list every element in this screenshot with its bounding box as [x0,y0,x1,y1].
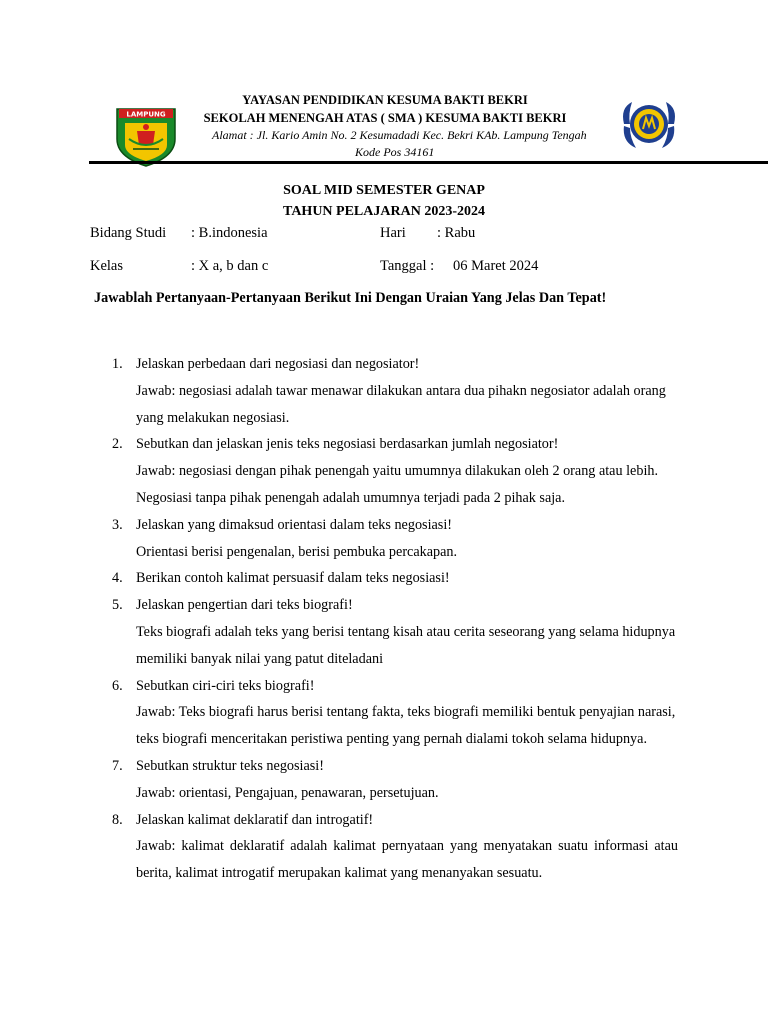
school-address: Alamat : Jl. Kario Amin No. 2 Kesumadadi Kec. Bekri KAb. Lampung Tengah [212,128,587,142]
school-name: SEKOLAH MENENGAH ATAS ( SMA ) KESUMA BAKTI BEKRI [203,111,567,125]
question-text: Jelaskan kalimat deklaratif dan introgatif! [136,811,374,828]
question-text: Sebutkan dan jelaskan jenis teks negosiasi berdasarkan jumlah negosiator! [136,436,559,453]
answer-text: Jawab: negosiasi adalah tawar menawar dilakukan antara dua pihakn negosiator adalah orang yang melakukan negosiasi. [136,382,666,426]
exam-year: TAHUN PELAJARAN 2023-2024 [283,204,485,219]
question-text: Jelaskan pengertian dari teks biografi! [136,597,353,614]
answer-text: Orientasi berisi pengenalan, berisi pembuka percakapan. [136,543,458,560]
question-number: 7. [112,757,123,774]
answer-text: Jawab: orientasi, Pengajuan, penawaran, persetujuan. [136,784,439,801]
question-number: 6. [112,677,123,694]
answer-text: Jawab: negosiasi dengan pihak penengah yaitu umumnya dilakukan oleh 2 orang atau lebih. Negosiasi tanpa pihak penengah adalah umumnya terjadi pada 2 pihak saja. [136,463,659,506]
exam-title: SOAL MID SEMESTER GENAP [283,183,485,198]
question-list [112,351,678,887]
question-item [112,592,678,672]
day-value: : Rabu [437,225,476,241]
foundation-name: YAYASAN PENDIDIKAN KESUMA BAKTI BEKRI [242,93,528,107]
class-value: : X a, b dan c [191,258,269,274]
day-label: Hari [380,225,406,241]
date-value: 06 Maret 2024 [453,258,539,274]
question-number: 3. [112,516,123,533]
question-item [112,512,678,566]
question-item [112,431,678,511]
instruction-text: Jawablah Pertanyaan-Pertanyaan Berikut Ini Dengan Uraian Yang Jelas Dan Tepat! [94,290,607,306]
question-number: 1. [112,356,123,372]
question-item [112,351,678,431]
subject-value: : B.indonesia [191,225,268,241]
question-text: Sebutkan struktur teks negosiasi! [136,757,324,774]
question-text: Sebutkan ciri-ciri teks biografi! [136,677,315,694]
question-text: Berikan contoh kalimat persuasif dalam teks negosiasi! [136,570,450,587]
school-emblem-logo [618,96,680,152]
lampung-logo-text: LAMPUNG [126,110,166,119]
answer-text: Teks biografi adalah teks yang berisi tentang kisah atau cerita seseorang yang selama hidupnya memiliki banyak nilai yang patut diteladani [136,623,676,667]
question-item [112,807,678,887]
answer-text: Jawab: kalimat deklaratif adalah kalimat pernyataan yang menyatakan suatu informasi atau berita, kalimat introgatif merupakan kalimat yang menanyakan sesuatu. [136,838,678,882]
question-text: Jelaskan perbedaan dari negosiasi dan negosiator! [136,356,420,372]
answer-text: Jawab: Teks biografi harus berisi tentang fakta, teks biografi memiliki bentuk penyajian narasi, teks biografi menceritakan peristiwa penting yang pernah dialami tokoh selama hidupnya. [136,704,676,748]
question-number: 5. [112,597,123,614]
date-label: Tanggal : [380,258,435,274]
question-number: 2. [112,436,123,453]
question-item [112,565,678,592]
question-text: Jelaskan yang dimaksud orientasi dalam teks negosiasi! [136,516,452,533]
question-item [112,753,678,807]
school-postcode: Kode Pos 34161 [355,145,435,159]
subject-label: Bidang Studi [90,225,167,241]
class-label: Kelas [90,258,124,274]
question-number: 8. [112,811,123,828]
question-number: 4. [112,570,123,587]
question-item [112,673,678,753]
header-divider [89,161,768,164]
